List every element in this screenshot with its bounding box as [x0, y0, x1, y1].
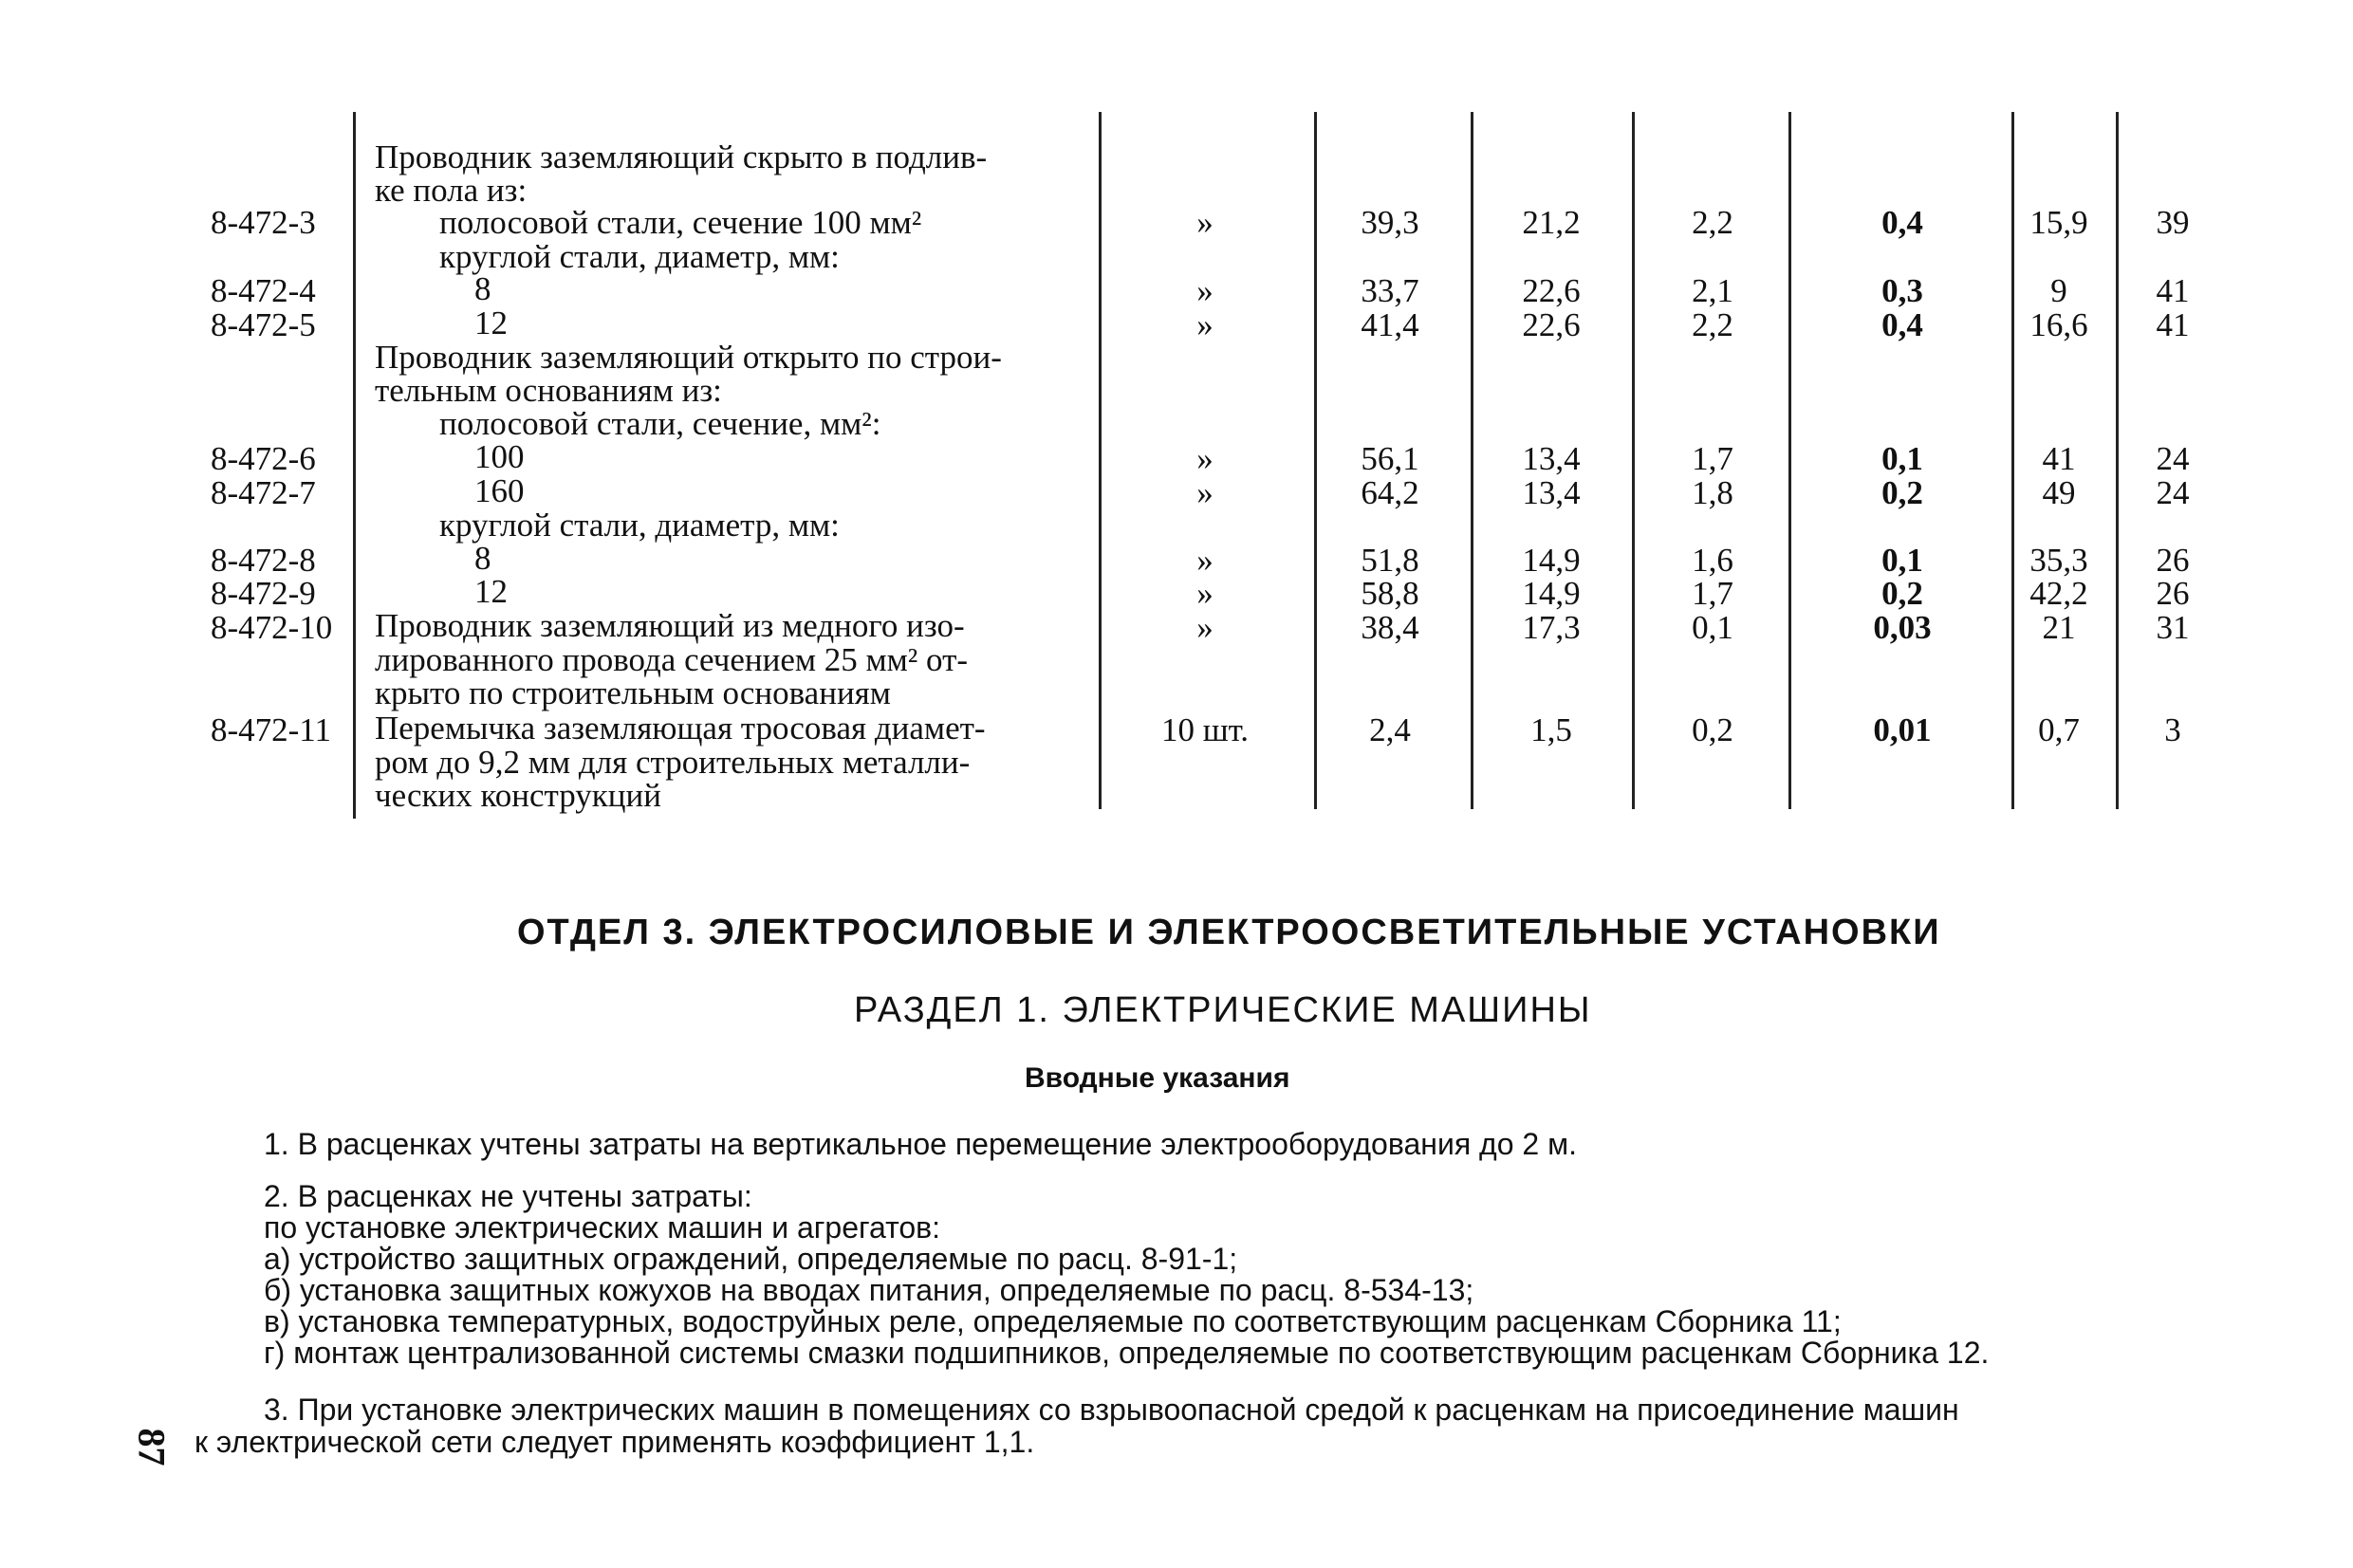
cell-value-4: 0,1 — [1881, 440, 1923, 477]
cell-value-6: 31 — [2156, 609, 2190, 646]
group-heading-line: полосовой стали, сечение, мм²: — [439, 405, 881, 442]
cell-value-2: 22,6 — [1522, 272, 1581, 309]
cell-value-3: 0,1 — [1692, 609, 1733, 646]
cell-value-3: 2,1 — [1692, 272, 1733, 309]
cell-value-2: 17,3 — [1522, 609, 1581, 646]
row-desc: 100 — [474, 438, 525, 475]
group-heading-line: Проводник заземляющий скрыто в подлив- — [375, 138, 988, 175]
cell-unit: » — [1196, 306, 1214, 343]
cell-value-6: 24 — [2156, 440, 2190, 477]
table-rule-c3 — [1788, 112, 1791, 809]
cell-unit: » — [1196, 542, 1214, 579]
cell-value-6: 26 — [2156, 542, 2190, 579]
row-code: 8-472-9 — [211, 575, 316, 612]
cell-value-2: 13,4 — [1522, 440, 1581, 477]
cell-value-5: 21 — [2042, 609, 2076, 646]
cell-value-5: 0,7 — [2038, 711, 2080, 748]
cell-value-4: 0,2 — [1881, 474, 1923, 511]
cell-value-2: 14,9 — [1522, 575, 1581, 612]
cell-unit: 10 шт. — [1160, 711, 1250, 748]
sub-heading: круглой стали, диаметр, мм: — [439, 507, 840, 544]
chapter-title: РАЗДЕЛ 1. ЭЛЕКТРИЧЕСКИЕ МАШИНЫ — [854, 990, 1592, 1030]
row-desc: 8 — [474, 270, 491, 307]
cell-value-5: 9 — [2050, 272, 2067, 309]
cell-value-3: 1,6 — [1692, 542, 1733, 579]
table-rule-c2 — [1632, 112, 1635, 809]
row-desc: полосовой стали, сечение 100 мм² — [439, 204, 922, 241]
cell-value-2: 14,9 — [1522, 542, 1581, 579]
group-heading-line: ке пола из: — [375, 172, 528, 209]
cell-unit: » — [1196, 609, 1214, 646]
row-code: 8-472-5 — [211, 306, 316, 343]
cell-value-2: 21,2 — [1522, 204, 1581, 241]
cell-value-1: 39,3 — [1361, 204, 1419, 241]
cell-unit: » — [1196, 575, 1214, 612]
cell-unit: » — [1196, 204, 1214, 241]
cell-unit: » — [1196, 474, 1214, 511]
paragraph-2-title: 2. В расценках не учтены затраты: — [264, 1179, 752, 1213]
cell-value-6: 41 — [2156, 272, 2190, 309]
group-heading-line: тельным основаниям из: — [375, 372, 722, 409]
paragraph-2-subtitle: по установке электрических машин и агрегатов: — [264, 1210, 941, 1245]
row-desc-line: Проводник заземляющий из медного изо- — [375, 607, 965, 644]
cell-value-5: 49 — [2042, 474, 2076, 511]
row-desc-line: ром до 9,2 мм для строительных металли- — [375, 744, 971, 781]
cell-value-4: 0,2 — [1881, 575, 1923, 612]
cell-value-1: 38,4 — [1361, 609, 1419, 646]
cell-value-3: 1,8 — [1692, 474, 1733, 511]
paragraph-3-line: к электрической сети следует применять коэффициент 1,1. — [195, 1425, 1035, 1459]
cell-value-2: 1,5 — [1530, 711, 1572, 748]
cell-unit: » — [1196, 272, 1214, 309]
paragraph-2-item: б) установка защитных кожухов на вводах питания, определяемые по расц. 8-534-13; — [264, 1273, 1474, 1307]
row-code: 8-472-4 — [211, 272, 316, 309]
section-title: ОТДЕЛ 3. ЭЛЕКТРОСИЛОВЫЕ И ЭЛЕКТРООСВЕТИТЕЛЬНЫЕ УСТАНОВКИ — [517, 913, 1941, 952]
cell-value-3: 2,2 — [1692, 204, 1733, 241]
row-desc-line: лированного провода сечением 25 мм² от- — [375, 641, 969, 678]
paragraph-2-item: а) устройство защитных ограждений, определяемые по расц. 8-91-1; — [264, 1242, 1238, 1276]
cell-value-4: 0,4 — [1881, 306, 1923, 343]
row-code: 8-472-7 — [211, 474, 316, 511]
table-rule-c1 — [1471, 112, 1473, 809]
cell-value-6: 26 — [2156, 575, 2190, 612]
cell-value-6: 3 — [2164, 711, 2181, 748]
row-code: 8-472-3 — [211, 204, 316, 241]
table-rule-desc — [1099, 112, 1102, 809]
cell-value-3: 0,2 — [1692, 711, 1733, 748]
paragraph-2-item: в) установка температурных, водоструйных реле, определяемые по соответствующим расценкам Сборника 11; — [264, 1304, 1842, 1338]
cell-value-3: 1,7 — [1692, 440, 1733, 477]
row-desc: 12 — [474, 573, 508, 610]
cell-value-1: 2,4 — [1369, 711, 1411, 748]
cell-value-5: 35,3 — [2029, 542, 2088, 579]
intro-heading: Вводные указания — [1025, 1062, 1290, 1094]
paragraph-3-line: 3. При установке электрических машин в помещениях со взрывоопасной средой к расценкам на присоединение машин — [264, 1393, 1959, 1427]
cell-value-5: 42,2 — [2029, 575, 2088, 612]
cell-value-4: 0,3 — [1881, 272, 1923, 309]
cell-value-6: 24 — [2156, 474, 2190, 511]
sub-heading: круглой стали, диаметр, мм: — [439, 238, 840, 275]
paragraph-2-item: г) монтаж централизованной системы смазки подшипников, определяемые по соответствующим расценкам Сборника 12. — [264, 1336, 1990, 1370]
table-rule-code — [353, 112, 356, 819]
row-code: 8-472-11 — [211, 711, 332, 748]
table-rule-unit — [1314, 112, 1317, 809]
page-number: 87 — [130, 1428, 174, 1467]
cell-value-2: 13,4 — [1522, 474, 1581, 511]
cell-unit: » — [1196, 440, 1214, 477]
group-heading-line: Проводник заземляющий открыто по строи- — [375, 339, 1002, 376]
cell-value-1: 33,7 — [1361, 272, 1419, 309]
cell-value-2: 22,6 — [1522, 306, 1581, 343]
cell-value-4: 0,03 — [1873, 609, 1932, 646]
cell-value-4: 0,01 — [1873, 711, 1932, 748]
cell-value-1: 56,1 — [1361, 440, 1419, 477]
row-desc-line: крыто по строительным основаниям — [375, 674, 891, 711]
cell-value-1: 51,8 — [1361, 542, 1419, 579]
cell-value-5: 41 — [2042, 440, 2076, 477]
cell-value-5: 16,6 — [2029, 306, 2088, 343]
cell-value-3: 2,2 — [1692, 306, 1733, 343]
row-desc-line: ческих конструкций — [375, 777, 661, 814]
row-code: 8-472-10 — [211, 609, 333, 646]
cell-value-3: 1,7 — [1692, 575, 1733, 612]
cell-value-1: 64,2 — [1361, 474, 1419, 511]
row-desc-line: Перемычка заземляющая тросовая диамет- — [375, 710, 986, 747]
cell-value-5: 15,9 — [2029, 204, 2088, 241]
cell-value-4: 0,1 — [1881, 542, 1923, 579]
cell-value-6: 41 — [2156, 306, 2190, 343]
row-desc: 160 — [474, 472, 525, 509]
paragraph-1: 1. В расценках учтены затраты на вертикальное перемещение электрооборудования до 2 м. — [264, 1127, 1577, 1161]
cell-value-4: 0,4 — [1881, 204, 1923, 241]
row-code: 8-472-6 — [211, 440, 316, 477]
row-desc: 8 — [474, 540, 491, 577]
cell-value-1: 41,4 — [1361, 306, 1419, 343]
cell-value-1: 58,8 — [1361, 575, 1419, 612]
cell-value-6: 39 — [2156, 204, 2190, 241]
row-desc: 12 — [474, 304, 508, 341]
row-code: 8-472-8 — [211, 542, 316, 579]
